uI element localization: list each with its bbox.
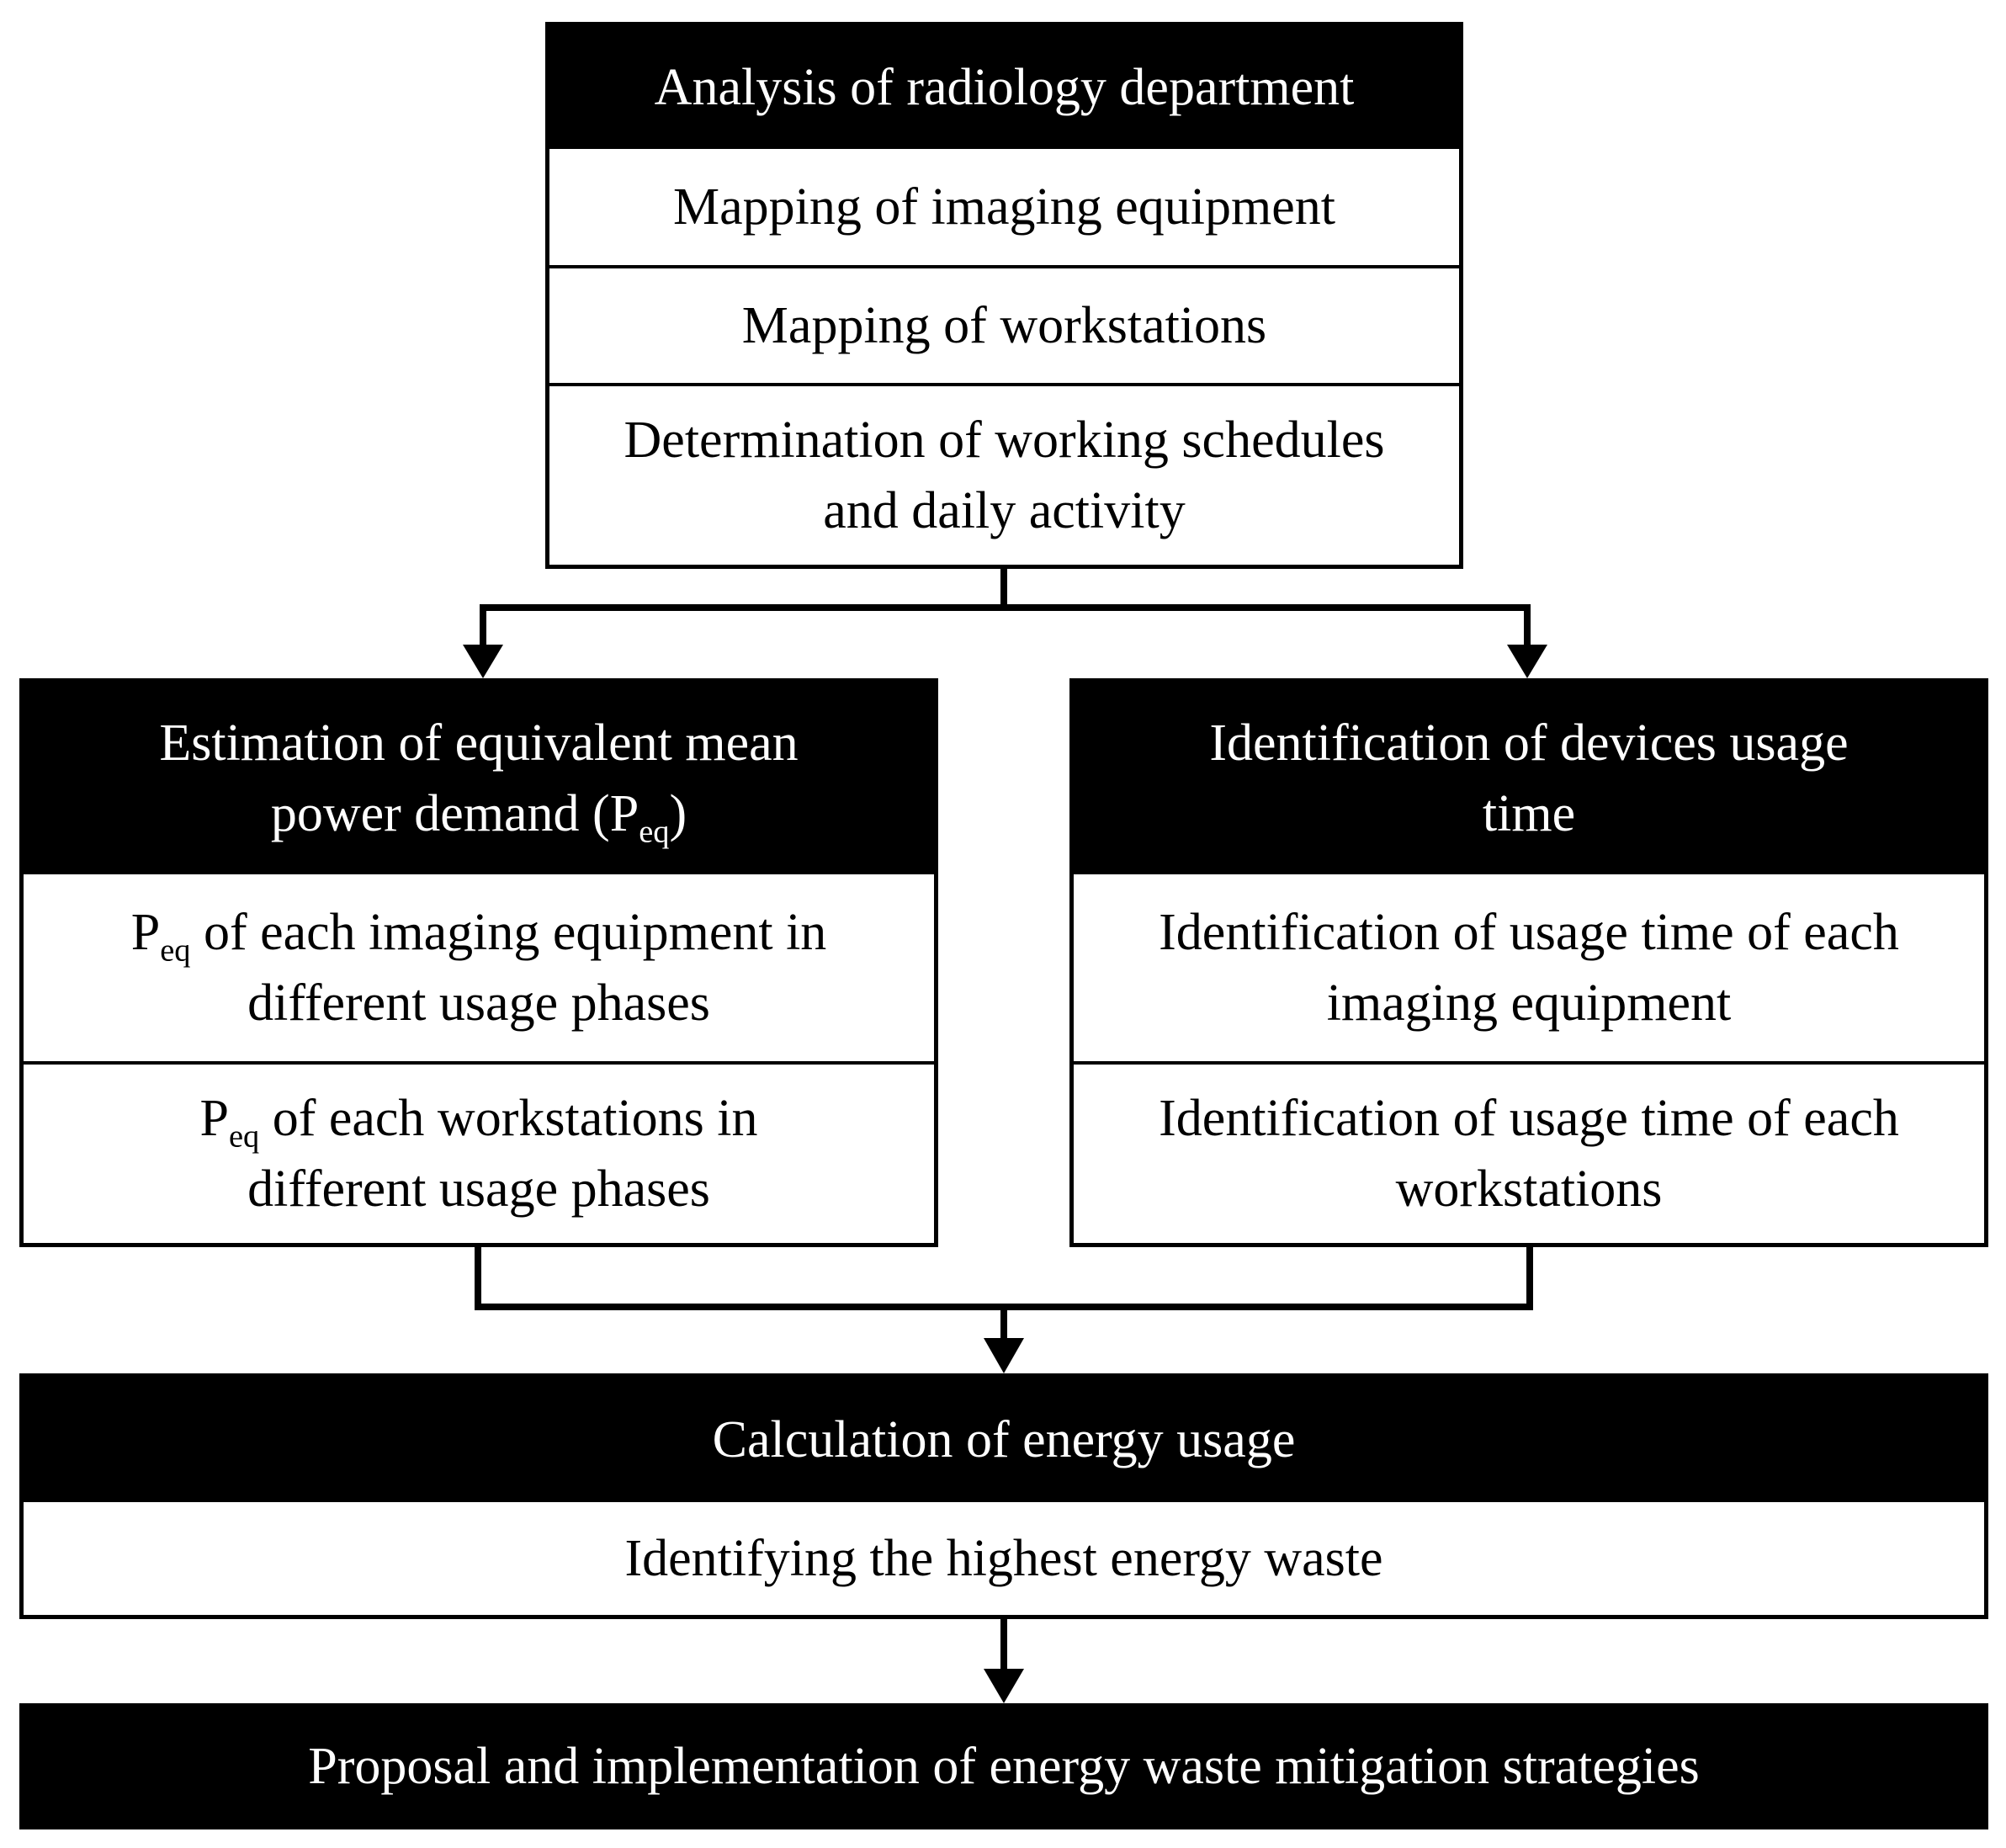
analysis-item-workstations: Mapping of workstations [549, 265, 1459, 383]
energy-usage-title: Calculation of energy usage [24, 1378, 1984, 1502]
power-item-equipment-subscript: eq [160, 932, 191, 969]
energy-usage-box [19, 1373, 1988, 1619]
analysis-title: Analysis of radiology department [549, 26, 1459, 149]
arrowhead-left [463, 645, 503, 678]
proposal-title: Proposal and implementation of energy waste mitigation strategies [24, 1707, 1984, 1825]
power-demand-box [19, 678, 938, 1247]
energy-usage-item-waste: Identifying the highest energy waste [624, 1530, 1383, 1587]
usage-time-box [1069, 678, 1988, 1247]
power-item-workstations-symbol: P [199, 1090, 229, 1147]
power-demand-title [24, 682, 934, 874]
merge-connector [478, 1242, 1530, 1340]
arrowhead-proposal [984, 1669, 1024, 1703]
proposal-box [19, 1703, 1988, 1829]
arrowhead-energy [984, 1338, 1024, 1373]
usage-time-item-workstations: Identification of usage time of each workstations [1074, 1061, 1984, 1243]
power-demand-title-subscript: eq [639, 814, 670, 850]
arrowhead-right [1507, 645, 1547, 678]
usage-time-item-equipment: Identification of usage time of each imaging equipment [1159, 904, 1899, 1032]
analysis-item-equipment: Mapping of imaging equipment [673, 178, 1335, 236]
usage-time-title: Identification of devices usage time [1074, 682, 1984, 874]
analysis-item-schedules: Determination of working schedules and daily activity [549, 383, 1459, 565]
power-demand-title-text: Estimation of equivalent mean power demand (P [159, 714, 799, 842]
analysis-box [545, 22, 1463, 569]
power-item-equipment-symbol: P [130, 904, 161, 961]
split-connector [483, 569, 1527, 646]
power-item-equipment [24, 874, 934, 1061]
power-item-workstations-text: of each workstations in different usage phases [247, 1090, 758, 1218]
power-item-workstations-subscript: eq [228, 1118, 260, 1155]
power-item-workstations [24, 1061, 934, 1243]
power-demand-title-close: ) [669, 785, 687, 842]
power-item-equipment-text: of each imaging equipment in different usage phases [190, 904, 827, 1032]
